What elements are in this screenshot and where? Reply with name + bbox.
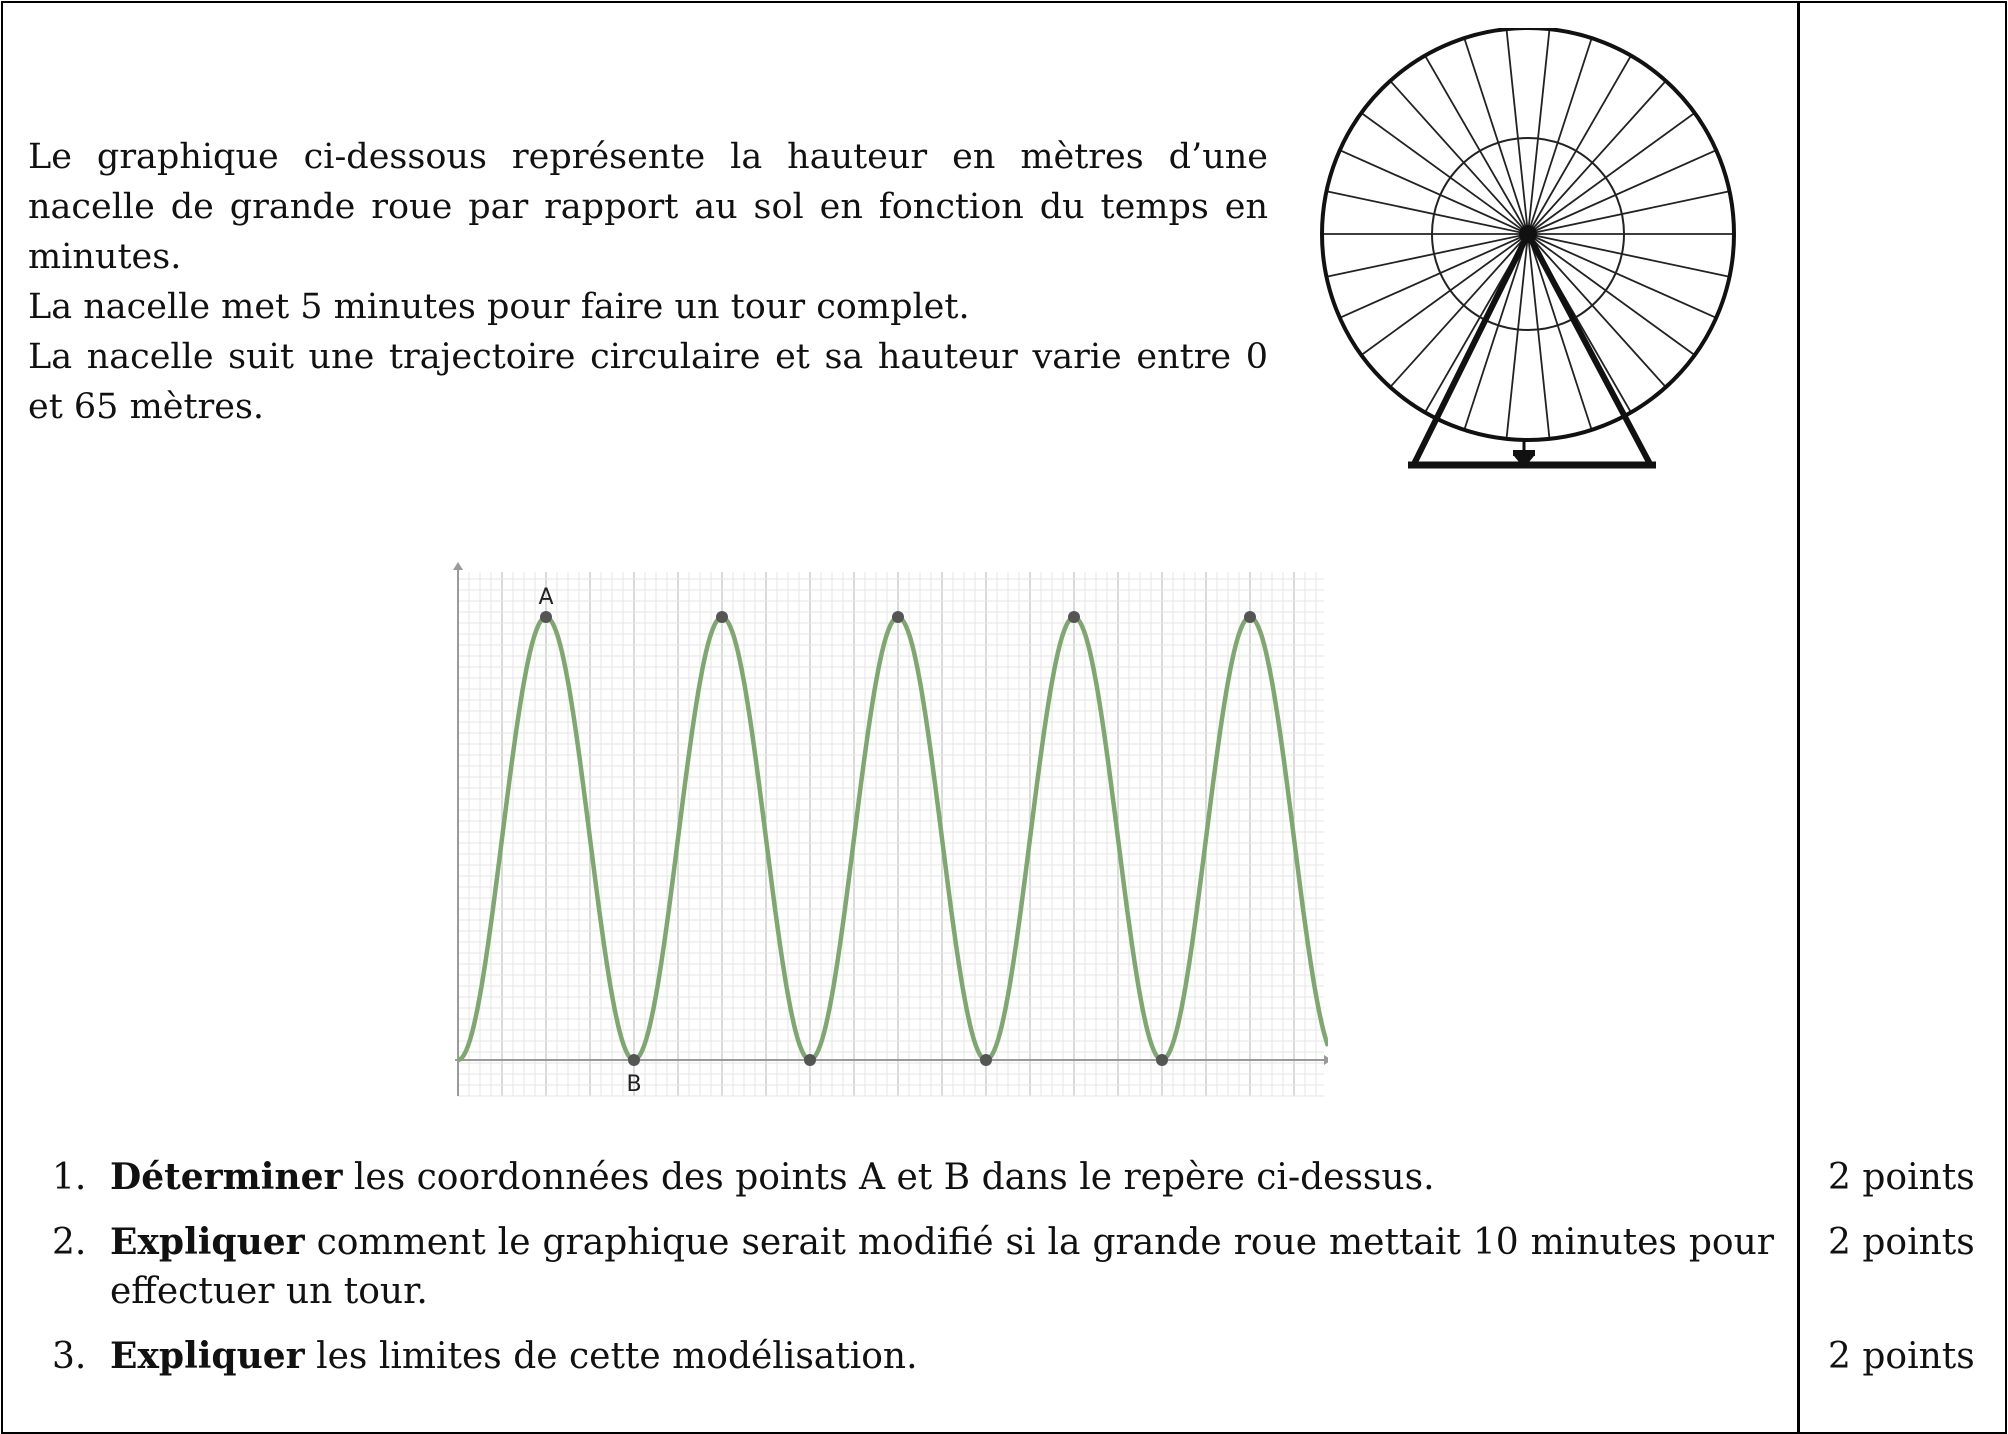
intro-paragraph-3: La nacelle suit une trajectoire circulaire et sa hauteur varie entre 0 et 65 mètres. [28, 337, 1268, 427]
curve-extrema [538, 585, 1256, 1097]
maximum-point [1068, 611, 1080, 623]
maximum-point [716, 611, 728, 623]
height-curve [458, 617, 1328, 1060]
question-verb: Expliquer [110, 1221, 305, 1263]
minimum-point [628, 1054, 640, 1066]
point-label-b: B [626, 1072, 642, 1097]
y-axis-arrow [453, 562, 463, 570]
wheel-leg-left [1414, 234, 1528, 464]
minimum-point [1156, 1054, 1168, 1066]
point-label-a: A [538, 585, 554, 610]
minimum-point [980, 1054, 992, 1066]
height-time-chart [448, 562, 1328, 1102]
wheel-spoke [1340, 234, 1528, 318]
wheel-spoke [1390, 81, 1528, 234]
question-3 [52, 1332, 1774, 1381]
points-column-divider [1797, 1, 1800, 1432]
x-axis-arrow [1324, 1055, 1328, 1065]
wheel-spoke [1528, 234, 1716, 318]
maximum-point [540, 611, 552, 623]
wheel-spoke [1528, 81, 1666, 234]
question-text: comment le graphique serait modifié si la grande roue mettait 10 minutes pour effectuer un tour. [110, 1222, 1774, 1312]
question-3-points: 2 points [1828, 1336, 1975, 1377]
question-number: 1. [52, 1157, 87, 1198]
wheel-spoke [1390, 234, 1528, 387]
question-text: les coordonnées des points A et B dans le repère ci-dessus. [342, 1157, 1435, 1198]
ferris-wheel-illustration [1310, 28, 1740, 478]
question-number: 2. [52, 1222, 87, 1263]
wheel-spoke [1340, 150, 1528, 234]
question-text: les limites de cette modélisation. [304, 1336, 918, 1377]
question-2 [52, 1218, 1774, 1316]
gondola [1513, 450, 1535, 456]
maximum-point [892, 611, 904, 623]
intro-text [28, 132, 1268, 432]
maximum-point [1244, 611, 1256, 623]
intro-paragraph-1: Le graphique ci-dessous représente la hauteur en mètres d’une nacelle de grande roue par rapport au sol en fonction du temps en minutes. [28, 137, 1268, 277]
question-verb: Déterminer [110, 1156, 343, 1198]
question-verb: Expliquer [110, 1335, 305, 1377]
question-number: 3. [52, 1336, 87, 1377]
question-2-points: 2 points [1828, 1222, 1975, 1263]
wheel-spoke [1528, 150, 1716, 234]
intro-paragraph-2: La nacelle met 5 minutes pour faire un tour complet. [28, 287, 970, 327]
question-1 [52, 1153, 1774, 1202]
question-1-points: 2 points [1828, 1157, 1975, 1198]
minimum-point [804, 1054, 816, 1066]
